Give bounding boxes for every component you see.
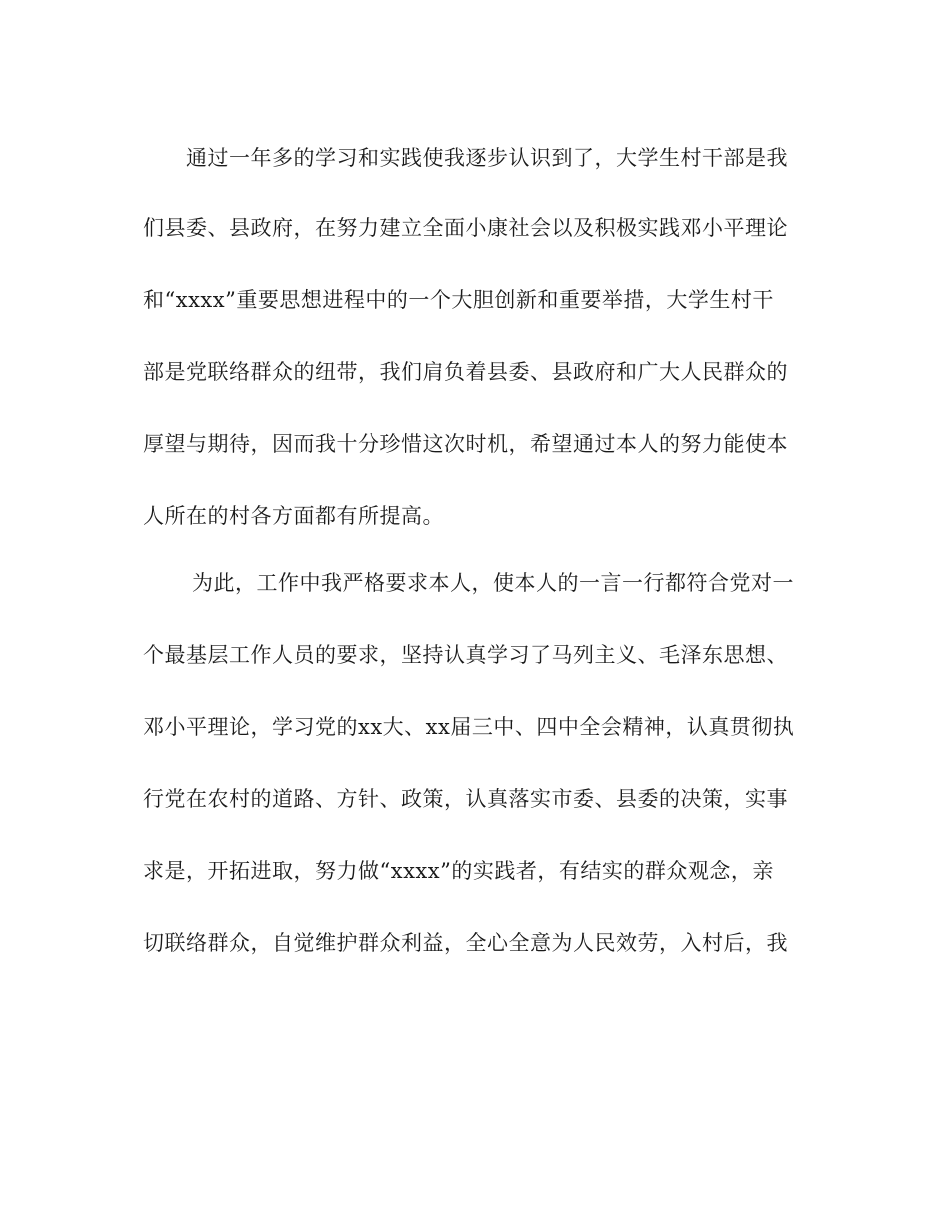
text-line: 切联络群众，自觉维护群众利益，全心全意为人民效劳，入村后，我	[143, 931, 788, 955]
text-line: 通过一年多的学习和实践使我逐步认识到了，大学生村干部是我	[186, 146, 788, 170]
text-line: 们县委、县政府，在努力建立全面小康社会以及积极实践邓小平理论	[143, 216, 788, 240]
text-line: 求是，开拓进取，努力做“xxxx”的实践者，有结实的群众观念，亲	[143, 859, 774, 883]
text-line: 厚望与期待，因而我十分珍惜这次时机，希望通过本人的努力能使本	[143, 432, 788, 456]
text-line: 行党在农村的道路、方针、政策，认真落实市委、县委的决策，实事	[143, 787, 788, 811]
text-line: 个最基层工作人员的要求，坚持认真学习了马列主义、毛泽东思想、	[143, 643, 788, 667]
text-line: 部是党联络群众的纽带，我们肩负着县委、县政府和广大人民群众的	[143, 360, 788, 384]
text-line: 邓小平理论，学习党的xx大、xx届三中、四中全会精神，认真贯彻执	[143, 715, 795, 739]
text-line: 人所在的村各方面都有所提高。	[143, 504, 444, 528]
text-line: 为此，工作中我严格要求本人，使本人的一言一行都符合党对一	[192, 571, 794, 595]
text-line: 和“xxxx”重要思想进程中的一个大胆创新和重要举措，大学生村干	[143, 288, 774, 312]
